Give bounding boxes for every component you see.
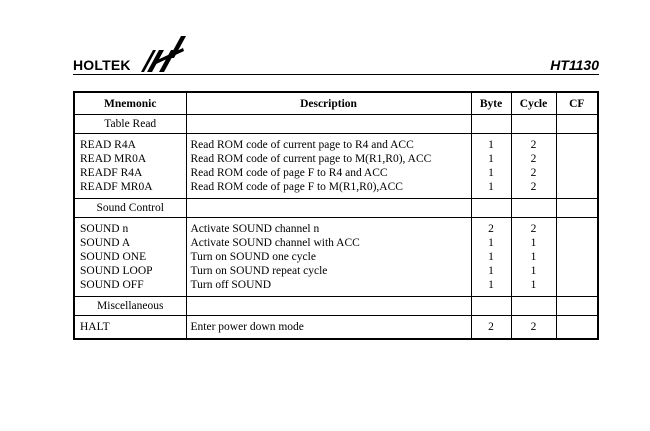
- mnemonic: SOUND ONE: [80, 251, 147, 263]
- section-title: Sound Control: [74, 199, 186, 218]
- section-title: Table Read: [74, 115, 186, 134]
- table-row: [74, 316, 598, 340]
- cycle-value: 2: [530, 223, 537, 235]
- cycle-value: 1: [530, 251, 537, 263]
- description: Activate SOUND channel with ACC: [190, 237, 360, 249]
- byte-value: 1: [488, 139, 494, 151]
- cf-cell: [556, 134, 598, 199]
- description: Turn on SOUND repeat cycle: [190, 265, 328, 277]
- byte-value: 1: [488, 237, 494, 249]
- cycle-value: 1: [530, 279, 537, 291]
- description-cell: [186, 218, 471, 297]
- header-rule: [73, 74, 599, 75]
- mnemonic: SOUND A: [80, 237, 131, 249]
- section-row: [74, 297, 598, 316]
- description: Read ROM code of page F to M(R1,R0),ACC: [190, 181, 403, 193]
- byte-value: 1: [488, 167, 494, 179]
- mnemonic: READ MR0A: [80, 153, 147, 165]
- mnemonic: READF R4A: [80, 167, 143, 179]
- column-header-cf: CF: [556, 92, 598, 115]
- mnemonic: SOUND OFF: [80, 279, 144, 291]
- section-title: Miscellaneous: [74, 297, 186, 316]
- column-header-mnemonic: Mnemonic: [74, 92, 186, 115]
- cycle-value: 2: [530, 181, 537, 193]
- part-number: HT1130: [550, 57, 599, 73]
- description: Enter power down mode: [190, 321, 304, 333]
- description-cell: [186, 316, 471, 340]
- column-header-cycle: Cycle: [511, 92, 556, 115]
- cycle-value: 2: [530, 321, 537, 333]
- byte-cell: [471, 316, 511, 340]
- table-row: [74, 218, 598, 297]
- description: Read ROM code of current page to M(R1,R0), ACC: [190, 153, 432, 165]
- mnemonic: READ R4A: [80, 139, 136, 151]
- page-header: [73, 36, 599, 76]
- cycle-value: 2: [530, 139, 537, 151]
- cycle-cell: [511, 316, 556, 340]
- instruction-table: [73, 91, 599, 340]
- mnemonic: SOUND n: [80, 223, 129, 235]
- byte-value: 2: [488, 321, 494, 333]
- section-row: [74, 199, 598, 218]
- section-row: [74, 115, 598, 134]
- mnemonic-cell: [74, 218, 186, 297]
- cycle-cell: [511, 218, 556, 297]
- byte-value: 1: [488, 279, 494, 291]
- byte-value: 2: [488, 223, 494, 235]
- description-cell: [186, 134, 471, 199]
- mnemonic: READF MR0A: [80, 181, 153, 193]
- column-header-description: Description: [186, 92, 471, 115]
- cf-cell: [556, 316, 598, 340]
- cycle-value: 2: [530, 167, 537, 179]
- byte-cell: [471, 134, 511, 199]
- description: Turn off SOUND: [190, 279, 272, 291]
- description: Read ROM code of page F to R4 and ACC: [190, 167, 388, 179]
- byte-value: 1: [488, 153, 494, 165]
- byte-value: 1: [488, 181, 494, 193]
- mnemonic: SOUND LOOP: [80, 265, 153, 277]
- description: Turn on SOUND one cycle: [190, 251, 316, 263]
- description: Activate SOUND channel n: [190, 223, 320, 235]
- cycle-value: 1: [530, 237, 537, 249]
- cycle-value: 1: [530, 265, 537, 277]
- brand-name: HOLTEK: [73, 57, 131, 73]
- holtek-logo: [73, 36, 193, 76]
- table-header-row: [74, 92, 598, 115]
- byte-value: 1: [488, 251, 494, 263]
- table-row: [74, 134, 598, 199]
- column-header-byte: Byte: [471, 92, 511, 115]
- cycle-cell: [511, 134, 556, 199]
- cycle-value: 2: [530, 153, 537, 165]
- byte-value: 1: [488, 265, 494, 277]
- mnemonic: HALT: [80, 321, 110, 333]
- byte-cell: [471, 218, 511, 297]
- mnemonic-cell: [74, 316, 186, 340]
- mnemonic-cell: [74, 134, 186, 199]
- holtek-logo-mark-icon: [139, 36, 191, 74]
- description: Read ROM code of current page to R4 and ACC: [190, 139, 414, 151]
- cf-cell: [556, 218, 598, 297]
